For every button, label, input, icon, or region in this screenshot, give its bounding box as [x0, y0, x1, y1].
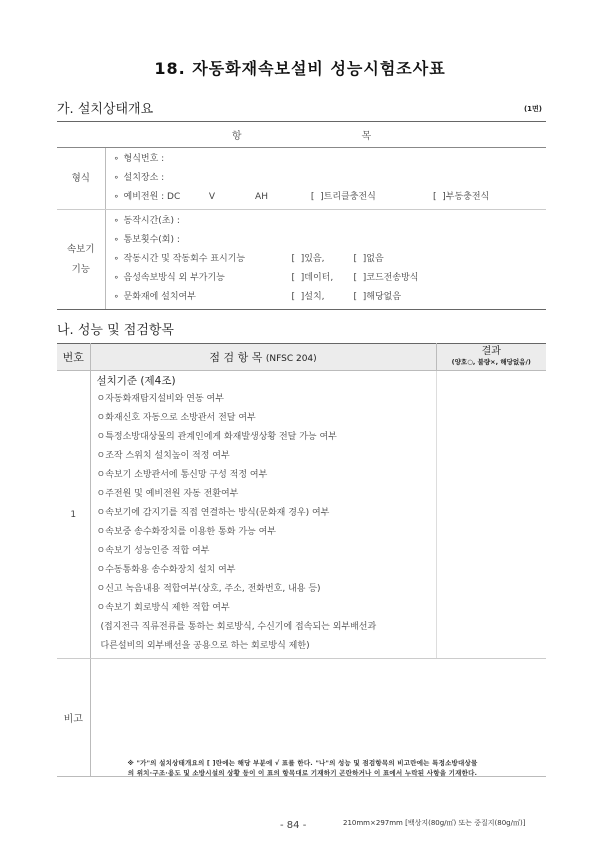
column-header-items: 점 검 항 목 (NFSC 204): [90, 344, 436, 371]
check-item: ㅇ속보기 회로방식 제한 적합 여부: [96, 603, 230, 613]
check-item: ㅇ속보기 성능인증 적합 여부: [96, 546, 210, 556]
check-item: ㅇ속보중 송수화장치를 이용한 통화 가능 여부: [96, 527, 276, 537]
check-item-note: (접지전극 직류전류를 통하는 회로방식, 수신기에 접속되는 외부배선과: [100, 622, 377, 632]
section-a-heading: 가. 설치상태개요: [57, 102, 154, 117]
extra-function-option: ∘ 음성속보방식 외 부가기능 [ ]데이터, [ ]코드전송방식: [114, 269, 547, 288]
model-number-field[interactable]: ∘ 형식번호 :: [113, 154, 165, 164]
row-label-function: 속보기 기능: [57, 210, 105, 310]
inspection-items-table: [57, 343, 546, 777]
table-header-row: [57, 122, 546, 148]
display-function-option: ∘ 작동시간 및 작동회수 표시기능 [ ]있음, [ ]없음: [114, 250, 547, 269]
paper-size-note: 210mm×297mm [백상지(80g/㎡) 또는 중질지(80g/㎡)]: [343, 819, 526, 827]
column-header-num: 번호: [57, 344, 90, 371]
header-right: 목: [361, 131, 372, 142]
check-item: ㅇ화재신호 자동으로 소방관서 전달 여부: [96, 413, 256, 423]
table-header-row: [57, 344, 546, 371]
checkbox-no[interactable]: [ ]없음: [353, 254, 384, 264]
function-content: [105, 210, 546, 310]
header-left: 항: [231, 131, 242, 142]
check-item-note: 다른설비의 외부배선을 공용으로 하는 회로방식 제한): [100, 641, 310, 651]
checkbox-na[interactable]: [ ]해당없음: [353, 292, 402, 302]
check-item: ㅇ신고 녹음내용 적합여부(상호, 주소, 전화번호, 내용 등): [96, 584, 321, 594]
remark-label: 비고: [57, 659, 90, 777]
heritage-install-option: ∘ 문화재에 설치여부 [ ]설치, [ ]해당없음: [114, 288, 547, 307]
install-location-field[interactable]: ∘ 설치장소 :: [113, 173, 165, 183]
table-row-type: [57, 148, 546, 210]
installation-overview-table: [57, 121, 546, 310]
type-content: [105, 148, 546, 210]
header-cell: [57, 122, 546, 148]
check-item: ㅇ특정소방대상물의 관계인에게 화재발생상황 전달 가능 여부: [96, 432, 337, 442]
operation-time-field[interactable]: ∘ 동작시간(초) :: [113, 216, 180, 226]
row-label-type: 형식: [57, 148, 105, 210]
copies-label: (1면): [523, 105, 542, 113]
column-header-result: 결과 (양호○, 불량×, 해당없음/): [436, 344, 546, 371]
table-row-function: [57, 210, 546, 310]
check-item: ㅇ조작 스위치 설치높이 적정 여부: [96, 451, 230, 461]
checkbox-code[interactable]: [ ]코드전송방식: [353, 273, 419, 283]
check-items: [90, 371, 436, 659]
check-item: ㅇ주전원 및 예비전원 자동 전환여부: [96, 489, 239, 499]
checkbox-yes[interactable]: [ ]있음,: [291, 254, 325, 264]
check-item: ㅇ속보기에 감지기를 직접 연결하는 방식(문화재 경우) 여부: [96, 508, 330, 518]
check-item: ㅇ수동통화용 송수화장치 설치 여부: [96, 565, 236, 575]
checkbox-data[interactable]: [ ]데이터,: [291, 273, 334, 283]
checkbox-installed[interactable]: [ ]설치,: [291, 292, 325, 302]
section-b-heading: 나. 성능 및 점검항목: [57, 323, 174, 338]
table-row: [57, 371, 546, 659]
result-input[interactable]: [436, 371, 546, 659]
page-number: - 84 -: [280, 820, 307, 831]
page-title: 18. 자동화재속보설비 성능시험조사표: [154, 59, 446, 78]
backup-power-field[interactable]: ∘ 예비전원 : DC V AH [ ]트리클충전식 [ ]부동충전식: [113, 192, 490, 202]
check-item: ㅇ속보기 소방관서에 통신망 구성 적정 여부: [96, 470, 268, 480]
check-item: ㅇ자동화재탐지설비와 연동 여부: [96, 394, 224, 404]
footnote: ※ "가"의 설치상태개요의 [ ]란에는 해당 부분에 √ 표를 한다. "나"의 성능 및 점검항목의 비고란에는 특정소방대상물 의 위치·구조·용도 및 소방시설의 상황 등이 이 표의 항목대로 기재하기 곤란하거나 이 표에서 누락된 사항을 기재한다.: [127, 759, 478, 777]
row-number: 1: [57, 371, 90, 659]
report-count-field[interactable]: ∘ 통보횟수(회) :: [113, 235, 180, 245]
criteria-heading: 설치기준 (제4조): [96, 375, 176, 387]
